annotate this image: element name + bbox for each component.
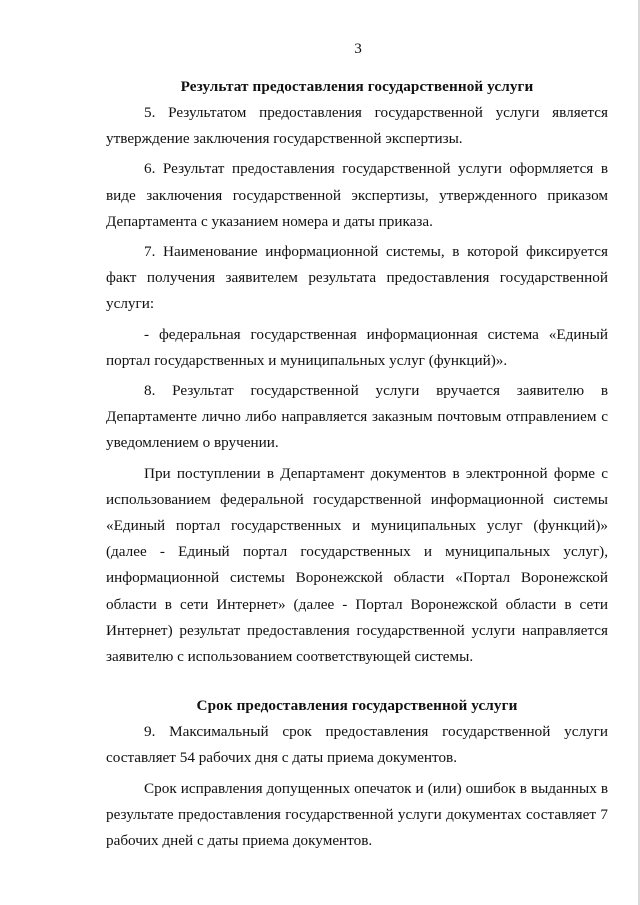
paragraph-7-list-item: - федеральная государственная информационная система «Единый портал государственных и муниципальных услуг (функций)». — [106, 325, 608, 369]
section-heading-result: Результат предоставления государственной услуги — [180, 78, 534, 95]
paragraph-7: 7. Наименование информационной системы, в которой фиксируется факт получения заявителем результата предоставления государственной услуги: — [106, 243, 608, 313]
paragraph-correction-term: Срок исправления допущенных опечаток и (или) ошибок в выданных в результате предоставления государственной услуги документах составляет 7 рабочих дней с даты приема документов. — [106, 779, 608, 850]
page-number: 3 — [354, 40, 362, 57]
section-term — [106, 693, 608, 854]
paragraph-5: 5. Результатом предоставления государственной услуги является утверждение заключения государственной экспертизы. — [106, 104, 608, 148]
paragraph-electronic-form: При поступлении в Департамент документов в электронной форме с использованием федеральной государственной информационной системы «Единый портал государственных и муниципальных услуг (функций)» (далее - Единый портал государственных и муниципальных услуг), информационной системы Воронежской области «Портал Воронежской области в сети Интернет» (далее - Портал Воронежской области в сети Интернет) результат предоставления государственной услуги направляется заявителю с использованием соответствующей системы. — [106, 464, 608, 666]
section-heading-term: Срок предоставления государственной услуги — [196, 697, 518, 715]
section-result — [106, 74, 608, 670]
paragraph-8: 8. Результат государственной услуги вручается заявителю в Департаменте лично либо направляется заказным почтовым отправлением с уведомлением о вручении. — [106, 382, 608, 452]
paragraph-9: 9. Максимальный срок предоставления государственной услуги составляет 54 рабочих дня с даты приема документов. — [106, 723, 608, 767]
paragraph-6: 6. Результат предоставления государственной услуги оформляется в виде заключения государственной экспертизы, утвержденного приказом Департамента с указанием номера и даты приказа. — [106, 160, 608, 230]
